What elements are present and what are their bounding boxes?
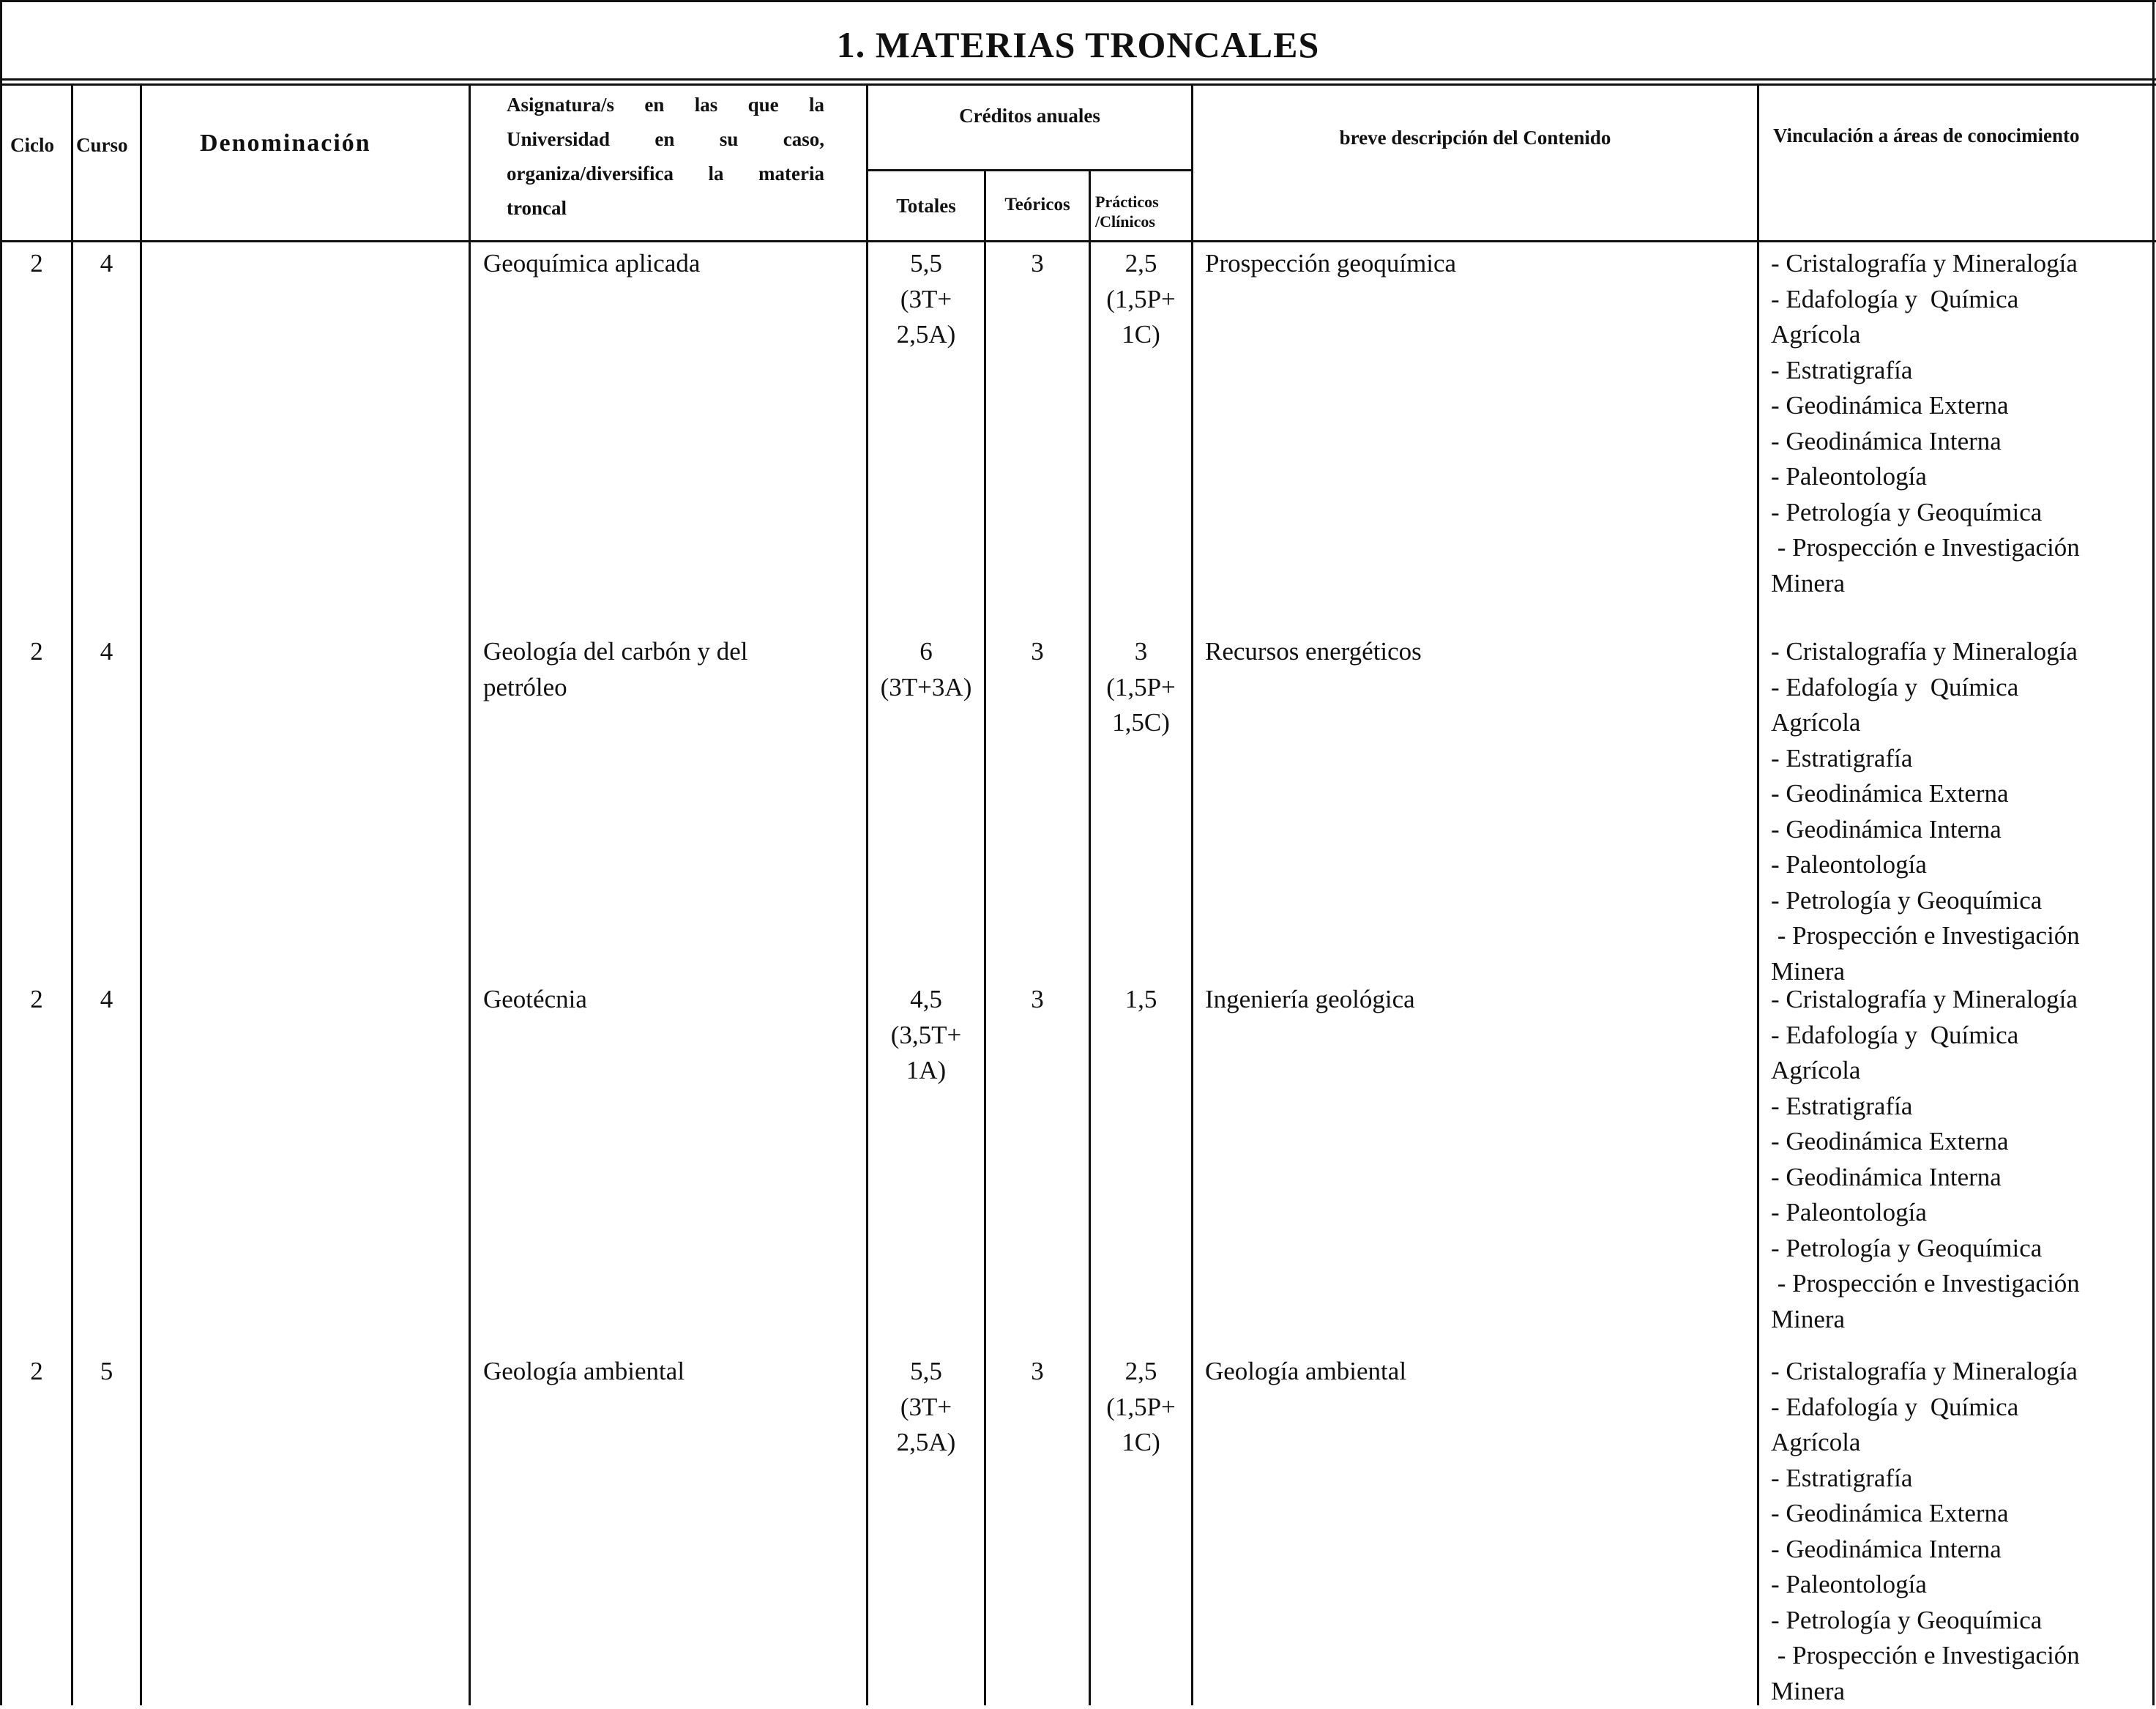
practicos-cell-line: (1,5P+	[1091, 282, 1191, 318]
areas-cell-line: Minera	[1771, 954, 2080, 990]
areas-cell-line: - Paleontología	[1771, 847, 2080, 883]
practicos-cell	[1091, 246, 1191, 353]
areas-cell-line: - Cristalografía y Mineralogía	[1771, 246, 2080, 282]
frame-right	[2152, 0, 2155, 1705]
areas-cell-line: - Estratigrafía	[1771, 741, 2080, 777]
header-vinculacion: Vinculación a áreas de conocimiento	[1773, 124, 2079, 147]
header-denominacion: Denominación	[200, 130, 371, 157]
areas-cell-line: - Geodinámica Interna	[1771, 1532, 2080, 1568]
ciclo-cell: 2	[2, 982, 71, 1018]
totales-cell-line: 5,5	[868, 1354, 984, 1390]
teoricos-cell: 3	[986, 1354, 1089, 1390]
header-creditos: Créditos anuales	[868, 105, 1191, 127]
ciclo-cell: 2	[2, 634, 71, 670]
asignatura-cell	[483, 246, 700, 282]
areas-cell-line: - Cristalografía y Mineralogía	[1771, 634, 2080, 670]
areas-cell-line: - Petrología y Geoquímica	[1771, 1603, 2080, 1639]
col-divider-denominacion	[469, 83, 471, 1705]
header-asignatura-line: troncal	[507, 191, 824, 226]
descripcion-cell: Ingeniería geológica	[1205, 982, 1415, 1018]
areas-cell-line: - Petrología y Geoquímica	[1771, 883, 2080, 919]
practicos-cell-line: 1,5	[1091, 982, 1191, 1018]
curso-cell: 4	[73, 246, 140, 282]
practicos-cell-line: 3	[1091, 634, 1191, 670]
areas-cell-line: - Geodinámica Interna	[1771, 1160, 2080, 1196]
asignatura-cell	[483, 1354, 685, 1390]
asignatura-cell	[483, 634, 748, 705]
header-asignatura-line: organiza/diversifica la materia	[507, 157, 824, 191]
totales-cell-line: (3T+	[868, 1390, 984, 1426]
header-practicos-line: /Clínicos	[1095, 212, 1159, 231]
col-divider-totales	[984, 169, 986, 1705]
areas-cell	[1771, 246, 2080, 601]
totales-cell-line: 5,5	[868, 246, 984, 282]
areas-cell-line: - Prospección e Investigación	[1771, 530, 2080, 566]
totales-cell	[868, 634, 984, 705]
header-bottom-border	[0, 240, 2156, 242]
ciclo-cell: 2	[2, 246, 71, 282]
header-teoricos: Teóricos	[986, 195, 1089, 215]
areas-cell-line: - Edafología y Química	[1771, 282, 2080, 318]
practicos-cell	[1091, 1354, 1191, 1461]
header-totales: Totales	[868, 195, 984, 217]
asignatura-cell-line: Geoquímica aplicada	[483, 246, 700, 282]
totales-cell-line: 2,5A)	[868, 317, 984, 353]
header-practicos-line: Prácticos	[1095, 192, 1159, 212]
curso-cell: 4	[73, 982, 140, 1018]
totales-cell-line: 2,5A)	[868, 1425, 984, 1461]
col-divider-ciclo	[71, 83, 73, 1705]
areas-cell-line: - Paleontología	[1771, 1195, 2080, 1231]
title-bottom-border	[0, 78, 2156, 81]
teoricos-cell: 3	[986, 982, 1089, 1018]
areas-cell-line: - Paleontología	[1771, 1567, 2080, 1603]
areas-cell-line: - Edafología y Química	[1771, 1390, 2080, 1426]
title-top-border	[0, 0, 2156, 2]
header-asignatura-line: Universidad en su caso,	[507, 122, 824, 157]
creditos-divider	[866, 169, 1193, 171]
areas-cell-line: - Estratigrafía	[1771, 353, 2080, 389]
header-asignatura	[507, 88, 824, 226]
practicos-cell	[1091, 982, 1191, 1018]
areas-cell-line: - Petrología y Geoquímica	[1771, 495, 2080, 531]
teoricos-cell: 3	[986, 634, 1089, 670]
totales-cell-line: 1A)	[868, 1053, 984, 1089]
header-asignatura-line: Asignatura/s en las que la	[507, 88, 824, 122]
areas-cell-line: - Paleontología	[1771, 459, 2080, 495]
totales-cell-line: 6	[868, 634, 984, 670]
curso-cell: 4	[73, 634, 140, 670]
totales-cell-line: (3,5T+	[868, 1018, 984, 1054]
areas-cell	[1771, 982, 2080, 1337]
asignatura-cell-line: Geología ambiental	[483, 1354, 685, 1390]
asignatura-cell-line: petróleo	[483, 670, 748, 706]
areas-cell-line: Agrícola	[1771, 1425, 2080, 1461]
ciclo-cell: 2	[2, 1354, 71, 1390]
header-top-border	[0, 83, 2156, 86]
areas-cell-line: - Edafología y Química	[1771, 670, 2080, 706]
areas-cell-line: Minera	[1771, 1674, 2080, 1709]
areas-cell-line: - Geodinámica Externa	[1771, 1496, 2080, 1532]
practicos-cell-line: 2,5	[1091, 246, 1191, 282]
areas-cell-line: Minera	[1771, 1302, 2080, 1338]
descripcion-cell: Recursos energéticos	[1205, 634, 1422, 670]
areas-cell	[1771, 634, 2080, 989]
practicos-cell	[1091, 634, 1191, 741]
header-descripcion: breve descripción del Contenido	[1193, 127, 1757, 149]
areas-cell-line: - Prospección e Investigación	[1771, 1638, 2080, 1674]
areas-cell-line: - Petrología y Geoquímica	[1771, 1231, 2080, 1267]
header-curso: Curso	[76, 134, 128, 157]
areas-cell-line: - Geodinámica Interna	[1771, 424, 2080, 460]
practicos-cell-line: (1,5P+	[1091, 1390, 1191, 1426]
areas-cell-line: - Geodinámica Externa	[1771, 776, 2080, 812]
practicos-cell-line: (1,5P+	[1091, 670, 1191, 706]
areas-cell-line: - Geodinámica Externa	[1771, 1124, 2080, 1160]
descripcion-cell: Geología ambiental	[1205, 1354, 1406, 1390]
areas-cell-line: - Prospección e Investigación	[1771, 918, 2080, 954]
col-divider-teoricos	[1089, 169, 1091, 1705]
totales-cell	[868, 1354, 984, 1461]
areas-cell-line: - Geodinámica Interna	[1771, 812, 2080, 848]
col-divider-practicos	[1191, 83, 1193, 1705]
header-practicos	[1095, 192, 1159, 231]
areas-cell-line: - Estratigrafía	[1771, 1461, 2080, 1497]
areas-cell-line: Agrícola	[1771, 705, 2080, 741]
page-title: 1. MATERIAS TRONCALES	[0, 23, 2156, 66]
practicos-cell-line: 1C)	[1091, 317, 1191, 353]
teoricos-cell: 3	[986, 246, 1089, 282]
areas-cell-line: - Cristalografía y Mineralogía	[1771, 982, 2080, 1018]
totales-cell	[868, 982, 984, 1089]
descripcion-cell: Prospección geoquímica	[1205, 246, 1456, 282]
areas-cell-line: - Estratigrafía	[1771, 1089, 2080, 1125]
areas-cell	[1771, 1354, 2080, 1709]
totales-cell-line: (3T+	[868, 282, 984, 318]
practicos-cell-line: 2,5	[1091, 1354, 1191, 1390]
areas-cell-line: - Geodinámica Externa	[1771, 388, 2080, 424]
areas-cell-line: - Edafología y Química	[1771, 1018, 2080, 1054]
areas-cell-line: - Prospección e Investigación	[1771, 1266, 2080, 1302]
asignatura-cell-line: Geotécnia	[483, 982, 587, 1018]
areas-cell-line: Agrícola	[1771, 1053, 2080, 1089]
col-divider-descripcion	[1757, 83, 1759, 1705]
asignatura-cell	[483, 982, 587, 1018]
areas-cell-line: Minera	[1771, 566, 2080, 602]
areas-cell-line: - Cristalografía y Mineralogía	[1771, 1354, 2080, 1390]
totales-cell	[868, 246, 984, 353]
practicos-cell-line: 1C)	[1091, 1425, 1191, 1461]
areas-cell-line: Agrícola	[1771, 317, 2080, 353]
asignatura-cell-line: Geología del carbón y del	[483, 634, 748, 670]
practicos-cell-line: 1,5C)	[1091, 705, 1191, 741]
totales-cell-line: (3T+3A)	[868, 670, 984, 706]
curso-cell: 5	[73, 1354, 140, 1390]
col-divider-curso	[140, 83, 142, 1705]
header-ciclo: Ciclo	[10, 134, 54, 157]
totales-cell-line: 4,5	[868, 982, 984, 1018]
